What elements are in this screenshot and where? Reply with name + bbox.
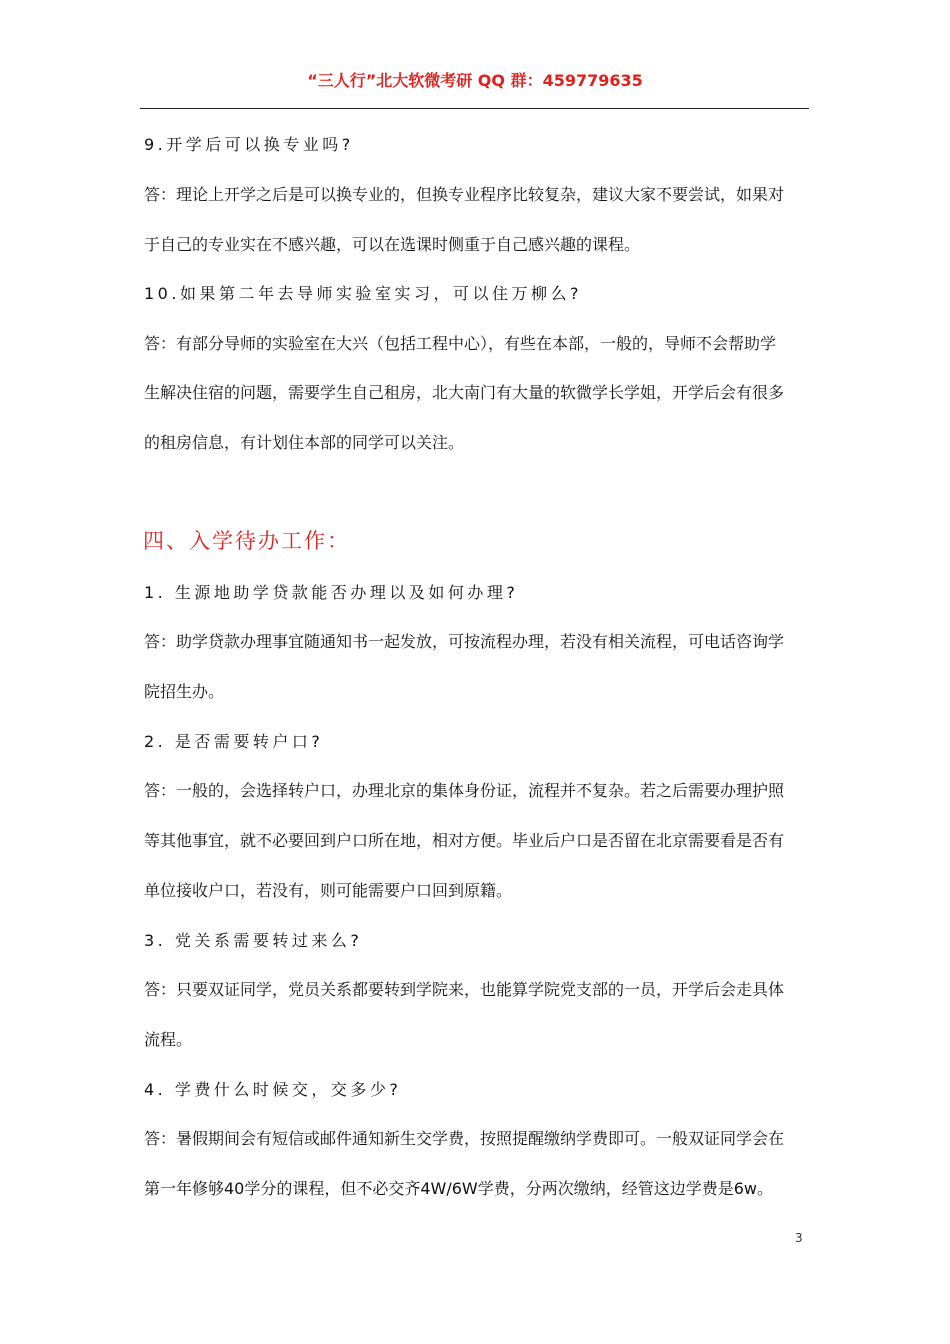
question-1: 1. 生源地助学贷款能否办理以及如何办理? bbox=[144, 583, 519, 602]
question-4: 4. 学费什么时候交，交多少? bbox=[144, 1080, 402, 1099]
answer-4-line-2: 第一年修够40学分的课程，但不必交齐4W/6W学费，分两次缴纳，经管这边学费是6w。 bbox=[144, 1179, 774, 1198]
answer-9-line-1: 答：理论上开学之后是可以换专业的，但换专业程序比较复杂，建议大家不要尝试，如果对 bbox=[144, 185, 785, 204]
header-rule bbox=[140, 108, 809, 109]
answer-2-line-1: 答：一般的，会选择转户口，办理北京的集体身份证，流程并不复杂。若之后需要办理护照 bbox=[144, 781, 785, 800]
answer-10-line-2: 生解决住宿的问题，需要学生自己租房，北大南门有大量的软微学长学姐，开学后会有很多 bbox=[144, 383, 785, 402]
answer-9-line-2: 于自己的专业实在不感兴趣，可以在选课时侧重于自己感兴趣的课程。 bbox=[144, 235, 641, 254]
answer-2-line-3: 单位接收户口，若没有，则可能需要户口回到原籍。 bbox=[144, 881, 513, 900]
question-2: 2. 是否需要转户口? bbox=[144, 732, 324, 751]
page-header: “三人行”北大软微考研 QQ 群：459779635 bbox=[307, 71, 643, 90]
question-9: 9.开学后可以换专业吗? bbox=[144, 135, 354, 154]
question-10: 10.如果第二年去导师实验室实习，可以住万柳么? bbox=[144, 284, 582, 303]
answer-4-line-1: 答：暑假期间会有短信或邮件通知新生交学费，按照提醒缴纳学费即可。一般双证同学会在 bbox=[144, 1129, 785, 1148]
answer-1-line-1: 答：助学贷款办理事宜随通知书一起发放，可按流程办理，若没有相关流程，可电话咨询学 bbox=[144, 632, 785, 651]
answer-3-line-2: 流程。 bbox=[144, 1030, 193, 1049]
answer-3-line-1: 答：只要双证同学，党员关系都要转到学院来，也能算学院党支部的一员，开学后会走具体 bbox=[144, 980, 785, 999]
answer-10-line-3: 的租房信息，有计划住本部的同学可以关注。 bbox=[144, 433, 465, 452]
page-number: 3 bbox=[795, 1231, 803, 1245]
section-title: 四、入学待办工作： bbox=[143, 529, 350, 553]
answer-1-line-2: 院招生办。 bbox=[144, 682, 225, 701]
question-3: 3. 党关系需要转过来么? bbox=[144, 931, 363, 950]
answer-10-line-1: 答：有部分导师的实验室在大兴（包括工程中心），有些在本部，一般的，导师不会帮助学 bbox=[144, 334, 777, 353]
answer-2-line-2: 等其他事宜，就不必要回到户口所在地，相对方便。毕业后户口是否留在北京需要看是否有 bbox=[144, 831, 785, 850]
